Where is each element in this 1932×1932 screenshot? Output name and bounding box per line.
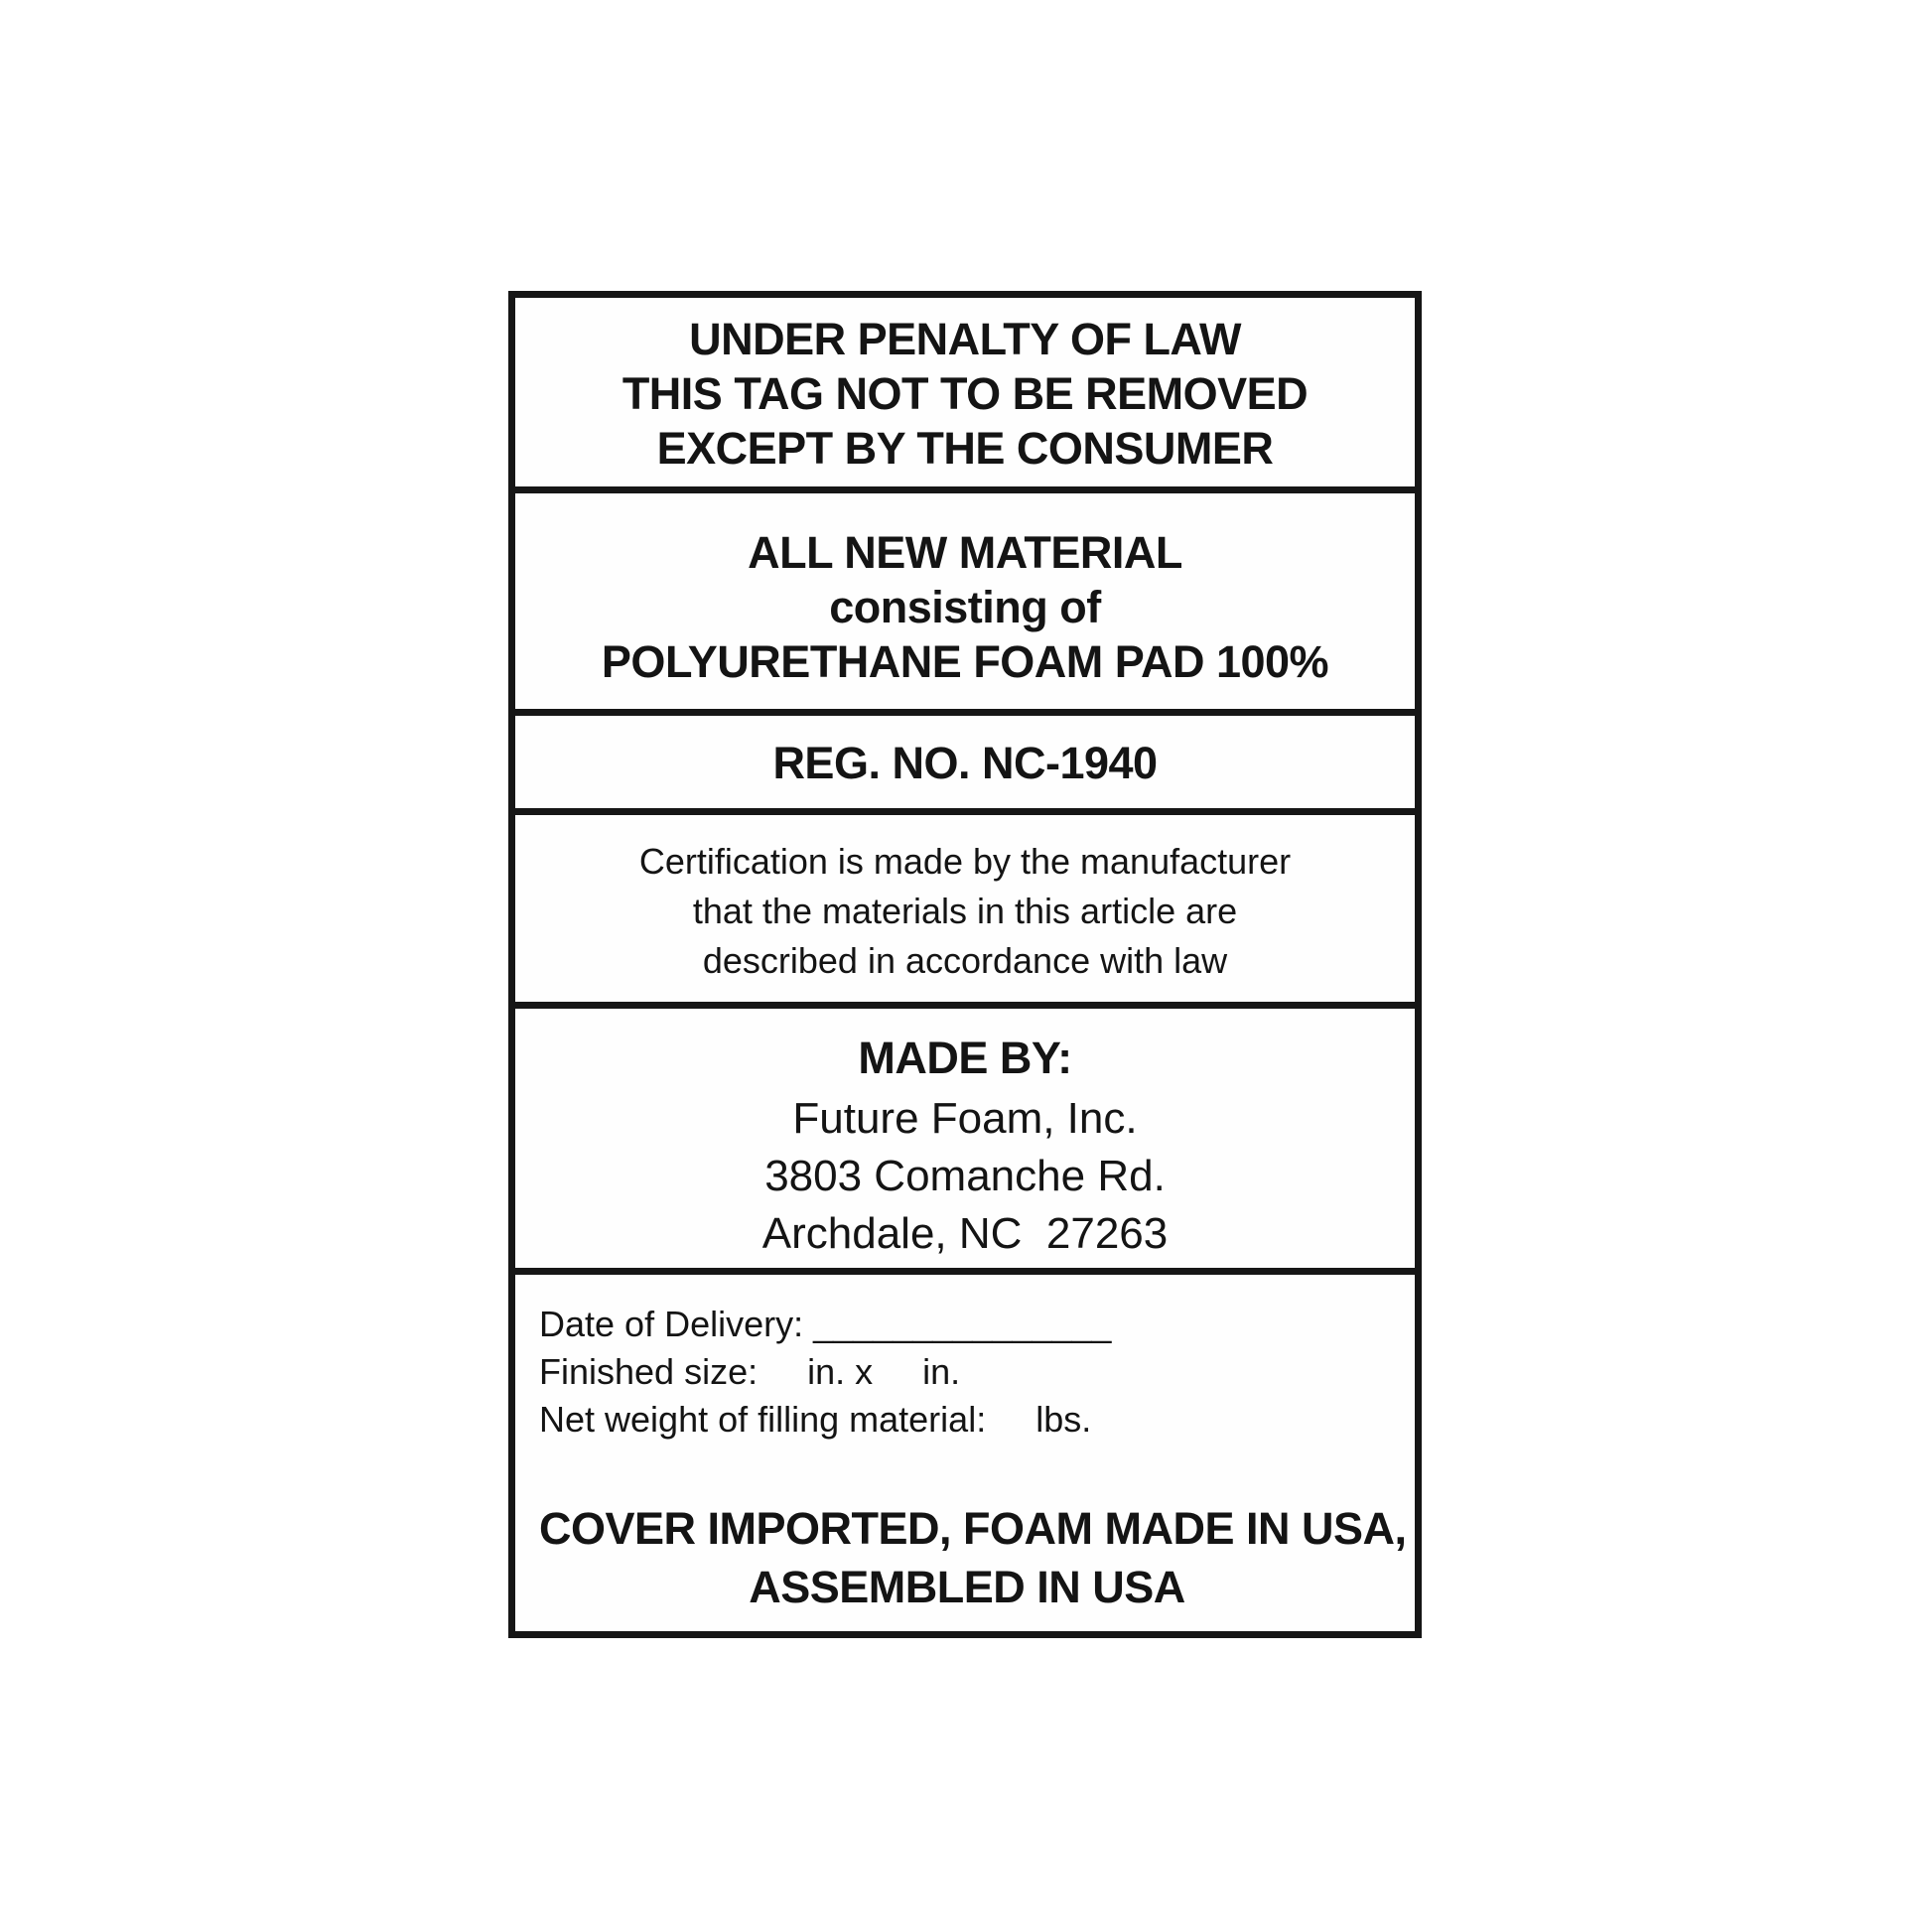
material-line: consisting of [829,582,1101,632]
manufacturer-name: Future Foam, Inc. [792,1094,1138,1143]
manufacturer-city-state-zip: Archdale, NC 27263 [761,1209,1169,1258]
manufacturer-address [515,1090,1415,1263]
registration-number: REG. NO. NC-1940 [772,738,1158,788]
law-label-tag [508,291,1422,1638]
date-of-delivery-line [539,1301,1415,1348]
penalty-line: THIS TAG NOT TO BE REMOVED [621,368,1309,419]
origin-line: COVER IMPORTED, FOAM MADE IN USA, [539,1503,1407,1554]
section-certification [515,815,1415,1009]
certification-line: that the materials in this article are [692,891,1238,931]
material-line: POLYURETHANE FOAM PAD 100% [601,636,1329,687]
manufacturer-street: 3803 Comanche Rd. [764,1152,1166,1200]
finished-size-line: Finished size: in. x in. [539,1351,961,1392]
section-penalty-notice [515,298,1415,493]
origin-statement [539,1499,1415,1616]
section-registration [515,716,1415,815]
net-weight-line: Net weight of filling material: lbs. [539,1399,1092,1440]
section-material-contents [515,493,1415,716]
section-fill-in [515,1275,1415,1631]
date-of-delivery-blank: _______________ [813,1304,1112,1344]
origin-line: ASSEMBLED IN USA [749,1562,1185,1612]
penalty-line: EXCEPT BY THE CONSUMER [656,423,1274,474]
certification-line: Certification is made by the manufacturer [638,841,1292,882]
certification-line: described in accordance with law [702,940,1228,981]
date-of-delivery-label: Date of Delivery: [539,1304,814,1344]
material-line: ALL NEW MATERIAL [748,527,1182,578]
section-made-by [515,1009,1415,1275]
made-by-heading: MADE BY: [858,1033,1072,1083]
penalty-line: UNDER PENALTY OF LAW [689,314,1241,364]
